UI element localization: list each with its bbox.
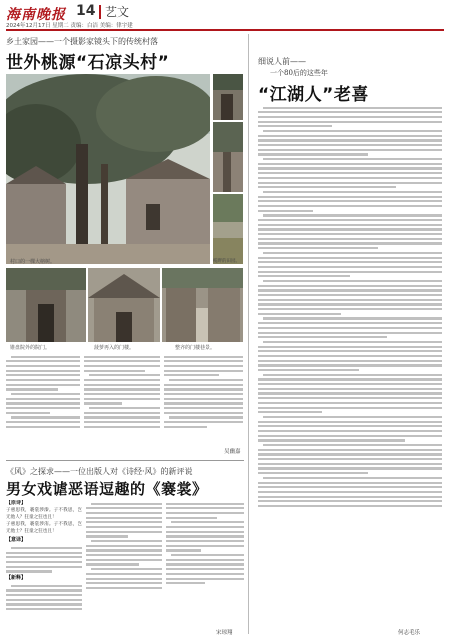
field-photo — [213, 194, 243, 264]
article3-kicker: 《风》之探求——一位出版人对《诗经·风》的新评说 — [6, 467, 193, 476]
photo-caption-5: 整齐的门楼巷景。 — [175, 345, 216, 351]
article3-byline: 宋琼翔 — [216, 630, 233, 636]
article3-body-col2 — [86, 500, 162, 632]
article1-body-col3 — [164, 353, 243, 453]
article1-body-col1 — [6, 353, 80, 453]
photo-caption-4: 菠萝再入的门楼。 — [94, 345, 135, 351]
gatehouse-photo — [88, 268, 160, 342]
masthead-rule — [6, 29, 444, 31]
article3-lead-line-1: 子惠思我，褰裳涉溱。子不我思，岂无他人？狂童之狂也且！ — [6, 508, 82, 521]
article2-headline: “江湖人”老喜 — [258, 85, 369, 105]
article1-body-col2 — [84, 353, 160, 453]
village-tree-photo — [6, 74, 210, 264]
article3-body-col3 — [166, 500, 244, 632]
article2-kicker: 细说人前—— — [258, 57, 306, 66]
article3-section2-title: 【意译】 — [6, 537, 27, 544]
article1-headline: 世外桃源“石凉头村” — [6, 53, 170, 73]
dateline: 2024年12月17日 星期二 责编：白洁 美编：律宇建 — [6, 23, 133, 29]
photo-caption-2: 榄畔的田园。 — [213, 259, 240, 264]
article3-body-col1 — [6, 500, 82, 632]
article3-headline: 男女戏谑恶语逗趣的《褰裳》 — [6, 480, 208, 498]
courtyard-photo — [213, 74, 243, 120]
article1-byline: 吴幽嘉 — [224, 449, 241, 455]
photo-caption-1: 村口的一棵大榕树。 — [10, 259, 56, 265]
section-name: 艺文 — [105, 5, 130, 19]
lane-gates-photo — [162, 268, 243, 342]
newspaper-logo: 海南晚报 — [6, 7, 66, 23]
lane-photo — [213, 122, 243, 192]
article3-lead-title: 【原诗】 — [6, 500, 27, 506]
column-divider — [248, 34, 249, 634]
article3-section3-title: 【新释】 — [6, 575, 27, 582]
courtyard-gate-photo — [6, 268, 86, 342]
article2-kicker2: 一个80后的这些年 — [270, 69, 328, 77]
photo-caption-3: 锥盘院外的院门。 — [10, 345, 51, 351]
article1-kicker: 乡土家园——一个摄影家镜头下的传统村落 — [6, 37, 158, 46]
page-number: 14 — [76, 3, 96, 19]
article2-byline: 何志毛乐 — [398, 630, 421, 636]
article3-top-rule — [6, 460, 244, 461]
article2-body — [258, 104, 442, 630]
article3-lead-line-2: 子惠思我，褰裳涉洧。子不我思，岂无他士？狂童之狂也且！ — [6, 522, 82, 535]
masthead-divider — [99, 5, 101, 19]
